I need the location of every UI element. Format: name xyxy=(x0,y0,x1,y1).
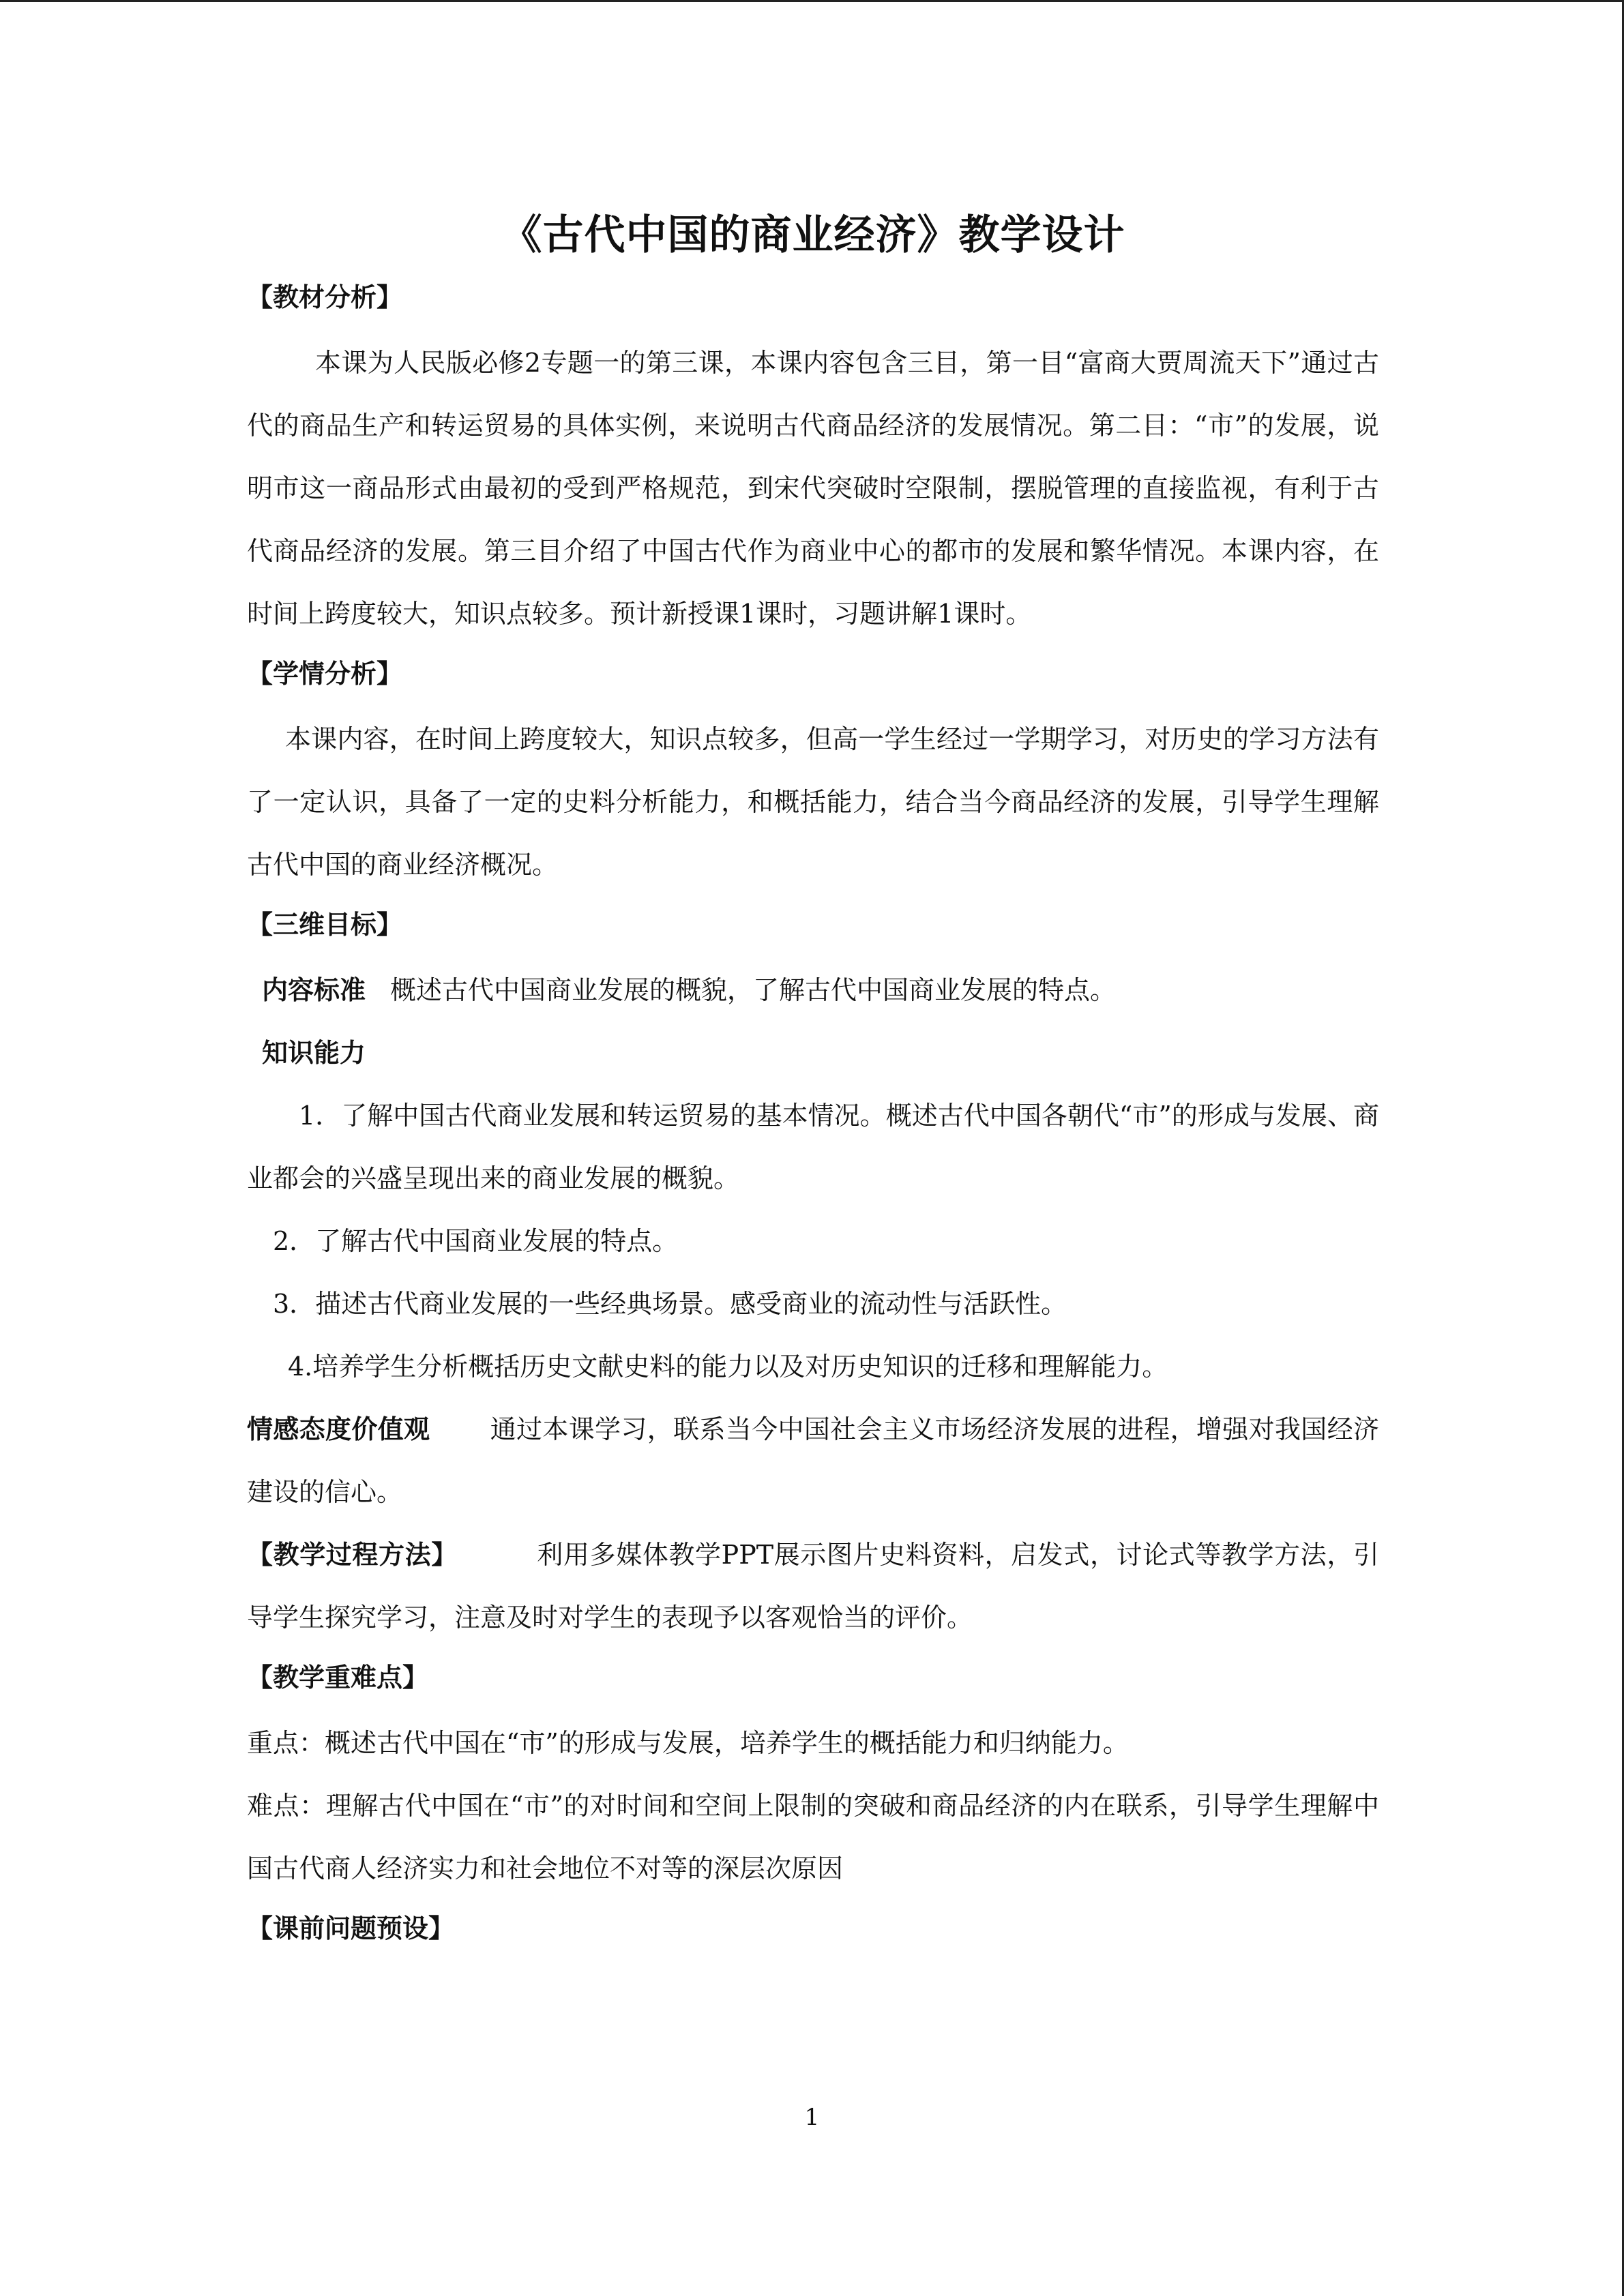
knowledge-ability-label: 知识能力 xyxy=(262,1038,366,1068)
student-analysis-text: 本课内容，在时间上跨度较大，知识点较多，但高一学生经过一学期学习，对历史的学习方法有了一定认识，具备了一定的史料分析能力，和概括能力，结合当今商品经济的发展，引导学生理解古代中国的商业经济概况。 xyxy=(247,724,1379,880)
knowledge-item-1: 1．了解中国古代商业发展和转运贸易的基本情况。概述古代中国各朝代“市”的形成与发展、商业都会的兴盛呈现出来的商业发展的概貌。 xyxy=(247,1101,1379,1193)
heading-material-analysis: 【教材分析】 xyxy=(247,282,403,312)
emotion-values-text: 通过本课学习，联系当今中国社会主义市场经济发展的进程，增强对我国经济建设的信心。 xyxy=(247,1414,1379,1507)
page-border-top xyxy=(0,0,1624,2)
document-title: 《古代中国的商业经济》教学设计 xyxy=(501,211,1125,259)
emotion-values-label: 情感态度价值观 xyxy=(247,1414,430,1444)
knowledge-item-3: 3．描述古代商业发展的一些经典场景。感受商业的流动性与活跃性。 xyxy=(273,1289,1067,1319)
document-page xyxy=(247,205,1379,1963)
heading-teaching-methods: 【教学过程方法】 xyxy=(247,1540,458,1570)
heading-preview-questions: 【课前问题预设】 xyxy=(247,1913,455,1943)
content-standard-line xyxy=(247,959,1379,1022)
content-standard-text: 概述古代中国商业发展的概貌，了解古代中国商业发展的特点。 xyxy=(390,975,1117,1005)
key-point-text: 重点：概述古代中国在“市”的形成与发展，培养学生的概括能力和归纳能力。 xyxy=(247,1728,1129,1758)
heading-student-analysis: 【学情分析】 xyxy=(247,659,403,689)
page-number: 1 xyxy=(804,2104,820,2131)
methods-paragraph xyxy=(247,1523,1379,1649)
material-analysis-text: 本课为人民版必修2专题一的第三课，本课内容包含三目，第一目“富商大贾周流天下”通过古代的商品生产和转运贸易的具体实例，来说明古代商品经济的发展情况。第二目：“市”的发展，说明市这一商品形式由最初的受到严格规范，到宋代突破时空限制，摆脱管理的直接监视，有利于古代商品经济的发展。第三目介绍了中国古代作为商业中心的都市的发展和繁华情况。本课内容，在时间上跨度较大，知识点较多。预计新授课1课时，习题讲解1课时。 xyxy=(247,348,1379,629)
teaching-methods-text: 利用多媒体教学PPT展示图片史料资料，启发式，讨论式等教学方法，引导学生探究学习，注意及时对学生的表现予以客观恰当的评价。 xyxy=(247,1540,1379,1632)
heading-key-difficult-points: 【教学重难点】 xyxy=(247,1663,429,1693)
heading-three-goals: 【三维目标】 xyxy=(247,910,403,940)
knowledge-item-2: 2．了解古代中国商业发展的特点。 xyxy=(273,1226,679,1256)
content-standard-label: 内容标准 xyxy=(262,975,366,1005)
emotion-values-paragraph xyxy=(247,1398,1379,1523)
knowledge-item-4: 4.培养学生分析概括历史文献史料的能力以及对历史知识的迁移和理解能力。 xyxy=(288,1352,1168,1382)
difficult-point-text: 难点：理解古代中国在“市”的对时间和空间上限制的突破和商品经济的内在联系，引导学生理解中国古代商人经济实力和社会地位不对等的深层次原因 xyxy=(247,1791,1379,1883)
